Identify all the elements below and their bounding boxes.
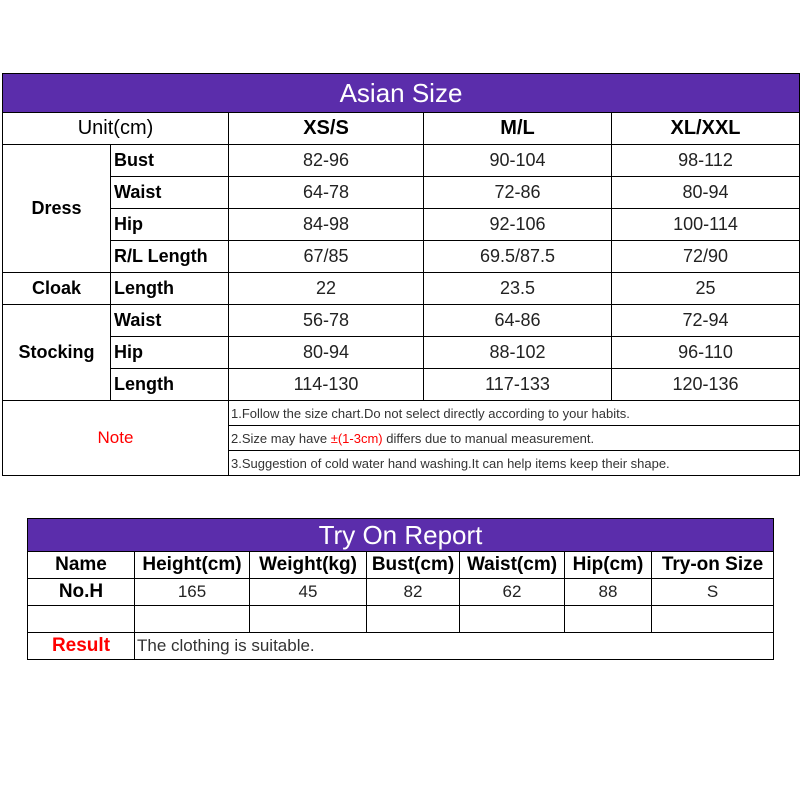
table-cell: 114-130: [229, 369, 424, 401]
table-cell: 25: [612, 273, 800, 305]
group-cloak: Cloak: [3, 273, 111, 305]
result-label: Result: [28, 633, 135, 660]
group-stocking: Stocking: [3, 305, 111, 401]
try-on-title: Try On Report: [28, 519, 774, 552]
column-header: Waist(cm): [460, 552, 565, 579]
table-cell: 72-86: [424, 177, 612, 209]
column-header: Weight(kg): [250, 552, 367, 579]
table-cell: 84-98: [229, 209, 424, 241]
tester-name: No.H: [28, 579, 135, 606]
row-label: Length: [111, 369, 229, 401]
note-tolerance: ±(1-3cm): [330, 430, 383, 446]
size-header-xs-s: XS/S: [229, 113, 424, 145]
table-cell: 23.5: [424, 273, 612, 305]
row-label: Waist: [111, 177, 229, 209]
table-cell: 96-110: [612, 337, 800, 369]
table-cell: 56-78: [229, 305, 424, 337]
table-cell: 82: [367, 579, 460, 606]
note-line-2: [229, 426, 800, 451]
table-cell: 72/90: [612, 241, 800, 273]
table-cell: 72-94: [612, 305, 800, 337]
empty-cell: [565, 606, 652, 633]
empty-cell: [250, 606, 367, 633]
table-cell: 88: [565, 579, 652, 606]
column-header: Bust(cm): [367, 552, 460, 579]
table-cell: 165: [135, 579, 250, 606]
empty-cell: [135, 606, 250, 633]
column-header: Height(cm): [135, 552, 250, 579]
unit-label: Unit(cm): [3, 113, 229, 145]
table-cell: 80-94: [229, 337, 424, 369]
row-label: R/L Length: [111, 241, 229, 273]
result-text: The clothing is suitable.: [135, 633, 774, 660]
table-cell: 64-86: [424, 305, 612, 337]
size-chart-title: Asian Size: [3, 74, 800, 113]
note-line-2-start: 2.Size may have: [231, 430, 331, 446]
table-cell: 69.5/87.5: [424, 241, 612, 273]
table-cell: 100-114: [612, 209, 800, 241]
note-line-2-end: differs due to manual measurement.: [382, 430, 595, 446]
table-cell: 117-133: [424, 369, 612, 401]
size-header-xl-xxl: XL/XXL: [612, 113, 800, 145]
size-chart-table: [2, 73, 800, 476]
row-label: Bust: [111, 145, 229, 177]
table-cell: 92-106: [424, 209, 612, 241]
row-label: Hip: [111, 209, 229, 241]
table-cell: 22: [229, 273, 424, 305]
table-cell: S: [652, 579, 774, 606]
note-label: Note: [3, 401, 229, 476]
table-cell: 88-102: [424, 337, 612, 369]
row-label: Waist: [111, 305, 229, 337]
table-cell: 90-104: [424, 145, 612, 177]
empty-cell: [460, 606, 565, 633]
column-header: Name: [28, 552, 135, 579]
note-line-1: 1.Follow the size chart.Do not select directly according to your habits.: [229, 401, 800, 426]
note-line-3: 3.Suggestion of cold water hand washing.It can help items keep their shape.: [229, 451, 800, 476]
column-header: Hip(cm): [565, 552, 652, 579]
row-label: Length: [111, 273, 229, 305]
try-on-report-table: [27, 518, 774, 660]
table-cell: 82-96: [229, 145, 424, 177]
size-header-m-l: M/L: [424, 113, 612, 145]
table-cell: 62: [460, 579, 565, 606]
empty-cell: [367, 606, 460, 633]
row-label: Hip: [111, 337, 229, 369]
table-cell: 45: [250, 579, 367, 606]
table-cell: 98-112: [612, 145, 800, 177]
empty-cell: [28, 606, 135, 633]
table-cell: 120-136: [612, 369, 800, 401]
table-cell: 64-78: [229, 177, 424, 209]
table-cell: 80-94: [612, 177, 800, 209]
group-dress: Dress: [3, 145, 111, 273]
table-cell: 67/85: [229, 241, 424, 273]
empty-cell: [652, 606, 774, 633]
column-header: Try-on Size: [652, 552, 774, 579]
